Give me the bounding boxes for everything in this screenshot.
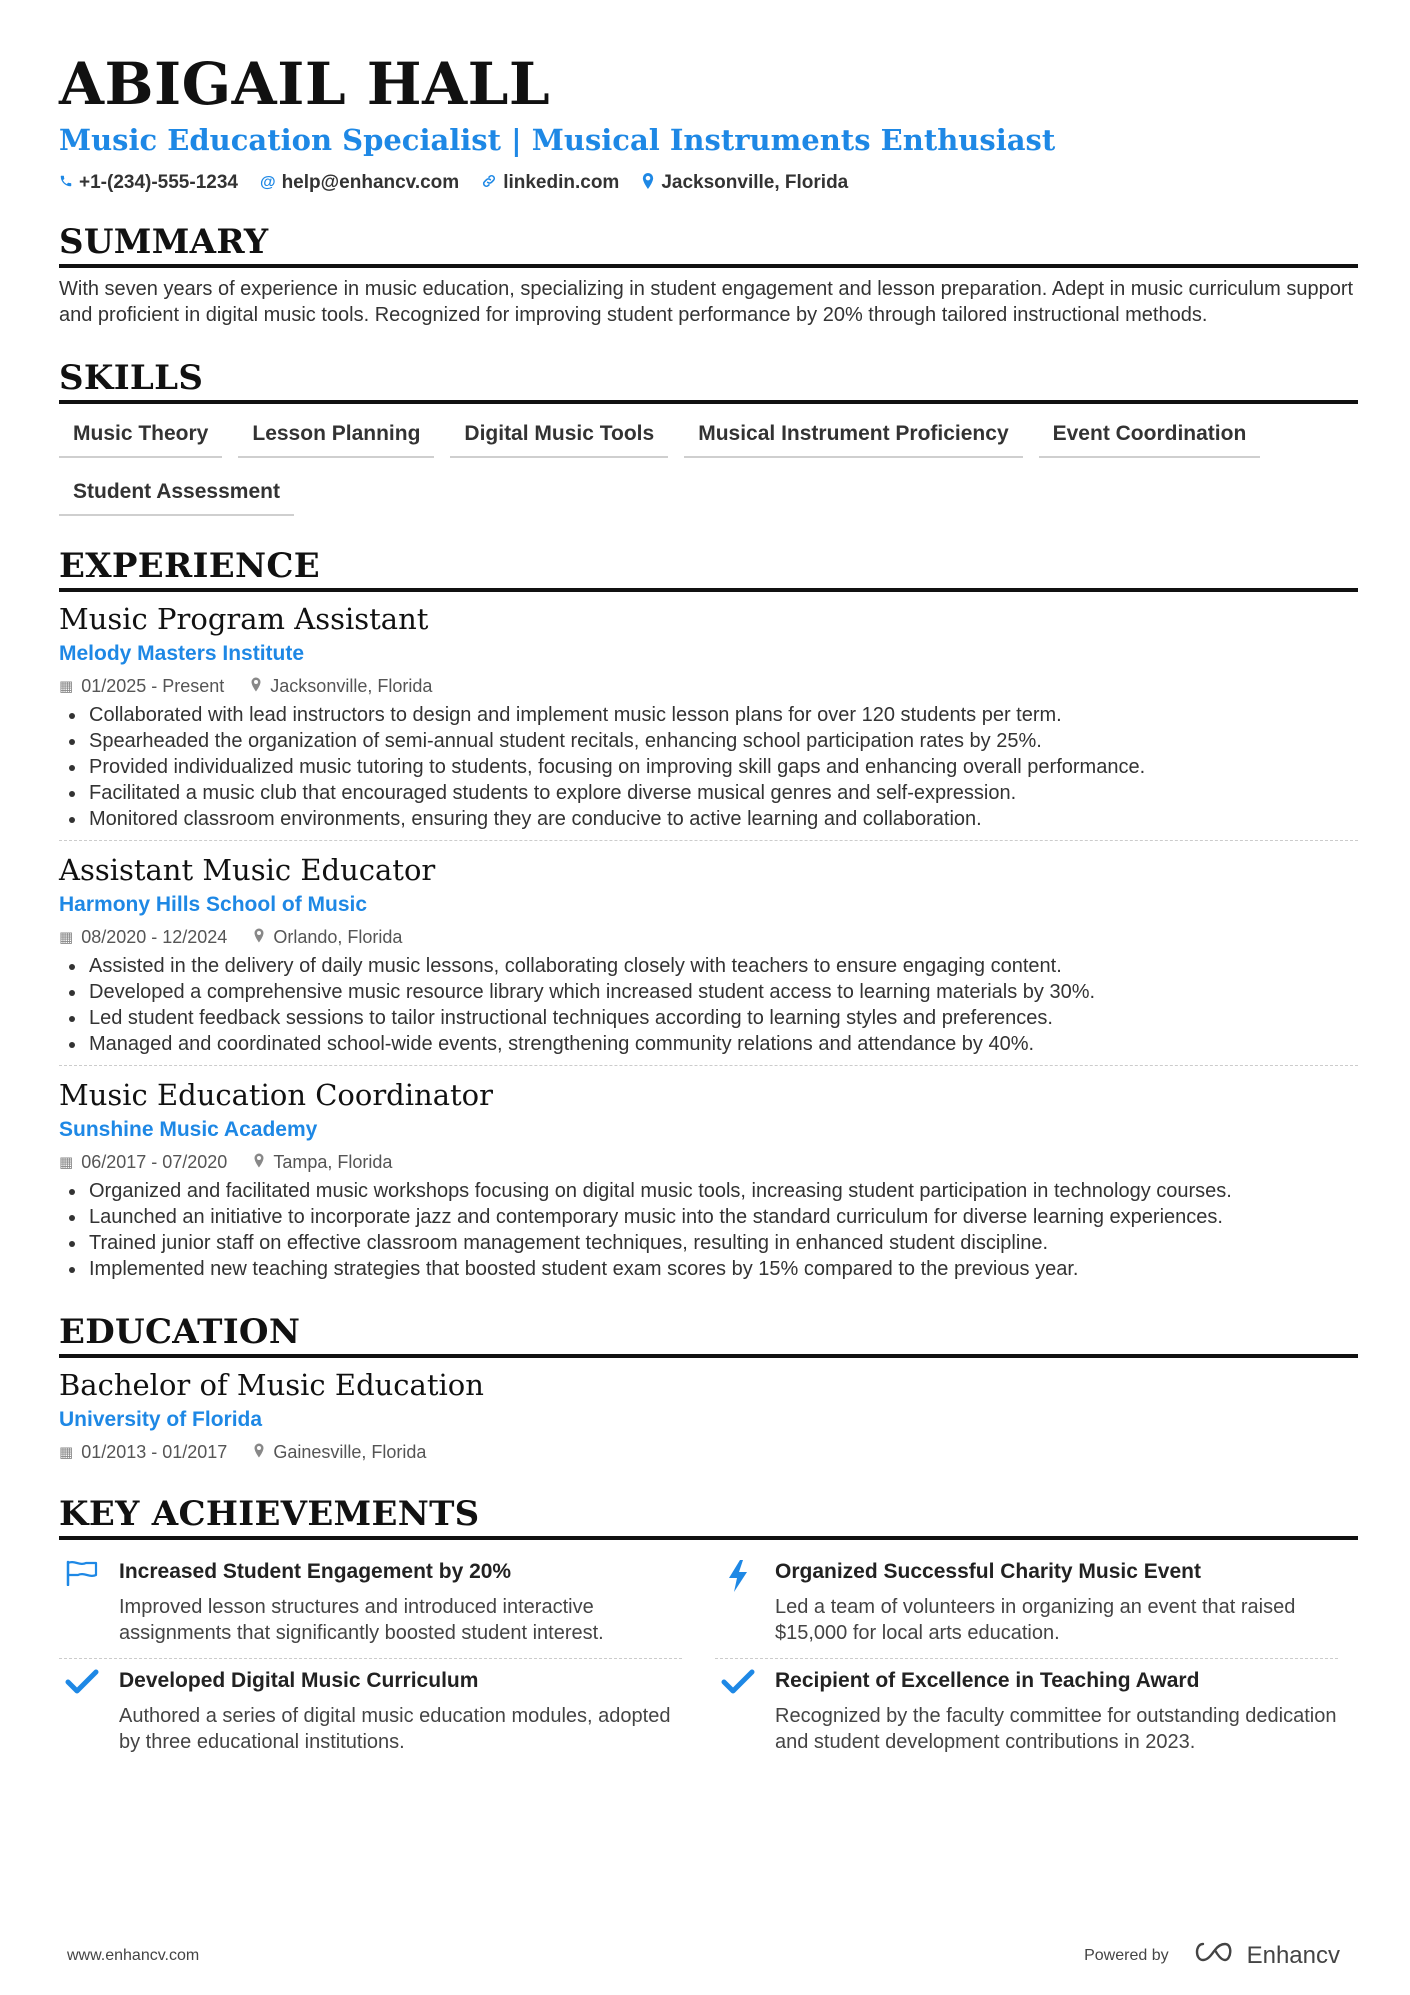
achievements-section	[59, 1494, 1358, 1767]
degree-title: Bachelor of Music Education	[59, 1368, 484, 1402]
skills-list	[59, 414, 1359, 516]
achievement-item	[715, 1659, 1338, 1767]
list-item: • Led student feedback sessions to tailor instructional techniques according to learning styles and preferences.	[87, 1005, 1358, 1031]
achievement-title: Developed Digital Music Curriculum	[119, 1669, 479, 1692]
lightning-icon	[719, 1558, 757, 1646]
enhancv-logo-icon	[1191, 1940, 1237, 1971]
location-pin-icon	[250, 677, 262, 695]
candidate-title: Music Education Specialist | Musical Instruments Enthusiast	[59, 123, 1056, 157]
list-item: • Managed and coordinated school-wide events, strengthening community relations and attendance by 40%.	[87, 1031, 1358, 1057]
summary-heading: SUMMARY	[59, 222, 1358, 268]
job-location: Tampa, Florida	[273, 1152, 393, 1172]
job-bullets	[59, 953, 1358, 1057]
skill-tag: Musical Instrument Proficiency	[684, 414, 1022, 458]
job-meta	[59, 925, 1358, 949]
summary-section	[59, 222, 1358, 328]
contact-phone[interactable]	[59, 172, 238, 194]
powered-by	[1084, 1940, 1340, 1971]
checkmark-icon	[719, 1667, 757, 1755]
skill-tag: Event Coordination	[1039, 414, 1261, 458]
job-title: Assistant Music Educator	[59, 853, 436, 887]
experience-heading: EXPERIENCE	[59, 546, 1358, 592]
list-item: • Implemented new teaching strategies that boosted student exam scores by 15% compared to the previous year.	[87, 1256, 1358, 1282]
link-icon	[481, 173, 497, 193]
location-pin-icon	[253, 928, 265, 946]
education-dates: 01/2013 - 01/2017	[81, 1442, 228, 1462]
list-item: • Monitored classroom environments, ensuring they are conducive to active learning and collaboration.	[87, 806, 1358, 832]
education-location: Gainesville, Florida	[273, 1442, 427, 1462]
company-name: Melody Masters Institute	[59, 642, 305, 665]
calendar-icon: ▦	[59, 1153, 74, 1171]
achievement-item	[59, 1659, 682, 1767]
phone-text: +1-(234)-555-1234	[79, 172, 238, 193]
job-title: Music Education Coordinator	[59, 1078, 493, 1112]
list-item: • Collaborated with lead instructors to design and implement music lesson plans for over 120 students per term.	[87, 702, 1358, 728]
contact-email[interactable]	[260, 172, 459, 194]
skill-tag: Lesson Planning	[238, 414, 434, 458]
education-meta	[59, 1440, 1358, 1464]
achievement-item	[59, 1550, 682, 1659]
job-dates: 01/2025 - Present	[81, 676, 225, 696]
skill-tag: Student Assessment	[59, 472, 294, 516]
achievement-desc: Recognized by the faculty committee for outstanding dedication and student development contributions in 2023.	[775, 1705, 1337, 1753]
footer	[67, 1940, 1340, 1971]
list-item: • Organized and facilitated music workshops focusing on digital music tools, increasing student participation in technology courses.	[87, 1178, 1358, 1204]
calendar-icon: ▦	[59, 928, 74, 946]
list-item: • Facilitated a music club that encouraged students to explore diverse musical genres and self-expression.	[87, 780, 1358, 806]
achievements-grid	[59, 1550, 1359, 1767]
calendar-icon: ▦	[59, 1443, 74, 1461]
list-item: • Provided individualized music tutoring to students, focusing on improving skill gaps and enhancing overall performance.	[87, 754, 1358, 780]
skill-tag: Digital Music Tools	[450, 414, 668, 458]
achievement-item	[715, 1550, 1338, 1659]
powered-by-label: Powered by	[1084, 1946, 1169, 1964]
achievement-desc: Authored a series of digital music education modules, adopted by three educational institutions.	[119, 1705, 671, 1753]
list-item: • Developed a comprehensive music resource library which increased student access to learning materials by 30%.	[87, 979, 1358, 1005]
job-title: Music Program Assistant	[59, 602, 429, 636]
phone-icon	[59, 174, 73, 192]
job-entry	[59, 851, 1358, 1066]
school-name: University of Florida	[59, 1408, 263, 1431]
job-meta	[59, 674, 1358, 698]
achievement-title: Recipient of Excellence in Teaching Award	[775, 1669, 1200, 1692]
achievements-heading: KEY ACHIEVEMENTS	[59, 1494, 1358, 1540]
linkedin-text: linkedin.com	[503, 172, 620, 193]
location-pin-icon	[641, 173, 655, 193]
list-item: • Trained junior staff on effective classroom management techniques, resulting in enhanced student discipline.	[87, 1230, 1358, 1256]
flag-icon	[63, 1558, 101, 1646]
skills-heading: SKILLS	[59, 358, 1358, 404]
footer-website-link[interactable]: www.enhancv.com	[67, 1946, 200, 1964]
list-item: • Spearheaded the organization of semi-annual student recitals, enhancing school participation rates by 25%.	[87, 728, 1358, 754]
contact-bar	[59, 172, 1358, 194]
summary-text: With seven years of experience in music education, specializing in student engagement and lesson preparation. Adept in music curriculum support and proficient in digital music tools. Recognized for improving student performance by 20% through tailored instructional methods.	[59, 278, 1354, 326]
enhancv-logo[interactable]	[1191, 1940, 1340, 1971]
company-name: Sunshine Music Academy	[59, 1118, 318, 1141]
education-section	[59, 1312, 1358, 1464]
company-name: Harmony Hills School of Music	[59, 893, 368, 916]
job-location: Orlando, Florida	[273, 927, 403, 947]
list-item: • Launched an initiative to incorporate jazz and contemporary music into the standard curriculum for diverse learning experiences.	[87, 1204, 1358, 1230]
skill-tag: Music Theory	[59, 414, 222, 458]
job-bullets	[59, 1178, 1358, 1282]
location-text: Jacksonville, Florida	[661, 172, 849, 193]
experience-section	[59, 546, 1358, 1290]
job-dates: 08/2020 - 12/2024	[81, 927, 228, 947]
location-pin-icon	[253, 1153, 265, 1171]
education-heading: EDUCATION	[59, 1312, 1358, 1358]
candidate-name: ABIGAIL HALL	[59, 50, 551, 118]
brand-name: Enhancv	[1246, 1941, 1340, 1969]
email-text: help@enhancv.com	[281, 172, 460, 193]
contact-linkedin[interactable]	[481, 172, 619, 194]
achievement-title: Organized Successful Charity Music Event	[775, 1560, 1201, 1583]
achievement-desc: Led a team of volunteers in organizing an event that raised $15,000 for local arts education.	[775, 1596, 1296, 1644]
achievement-title: Increased Student Engagement by 20%	[119, 1560, 512, 1583]
job-entry	[59, 1076, 1358, 1290]
location-pin-icon	[253, 1443, 265, 1461]
achievement-desc: Improved lesson structures and introduced interactive assignments that significantly boosted student interest.	[119, 1596, 604, 1644]
checkmark-icon	[63, 1667, 101, 1755]
list-item: • Assisted in the delivery of daily music lessons, collaborating closely with teachers to ensure engaging content.	[87, 953, 1358, 979]
contact-location	[641, 172, 848, 194]
calendar-icon: ▦	[59, 677, 74, 695]
job-meta	[59, 1150, 1358, 1174]
job-location: Jacksonville, Florida	[270, 676, 433, 696]
job-dates: 06/2017 - 07/2020	[81, 1152, 228, 1172]
job-bullets	[59, 702, 1358, 832]
skills-section	[59, 358, 1358, 516]
job-entry	[59, 600, 1358, 841]
at-icon: @	[259, 174, 276, 191]
